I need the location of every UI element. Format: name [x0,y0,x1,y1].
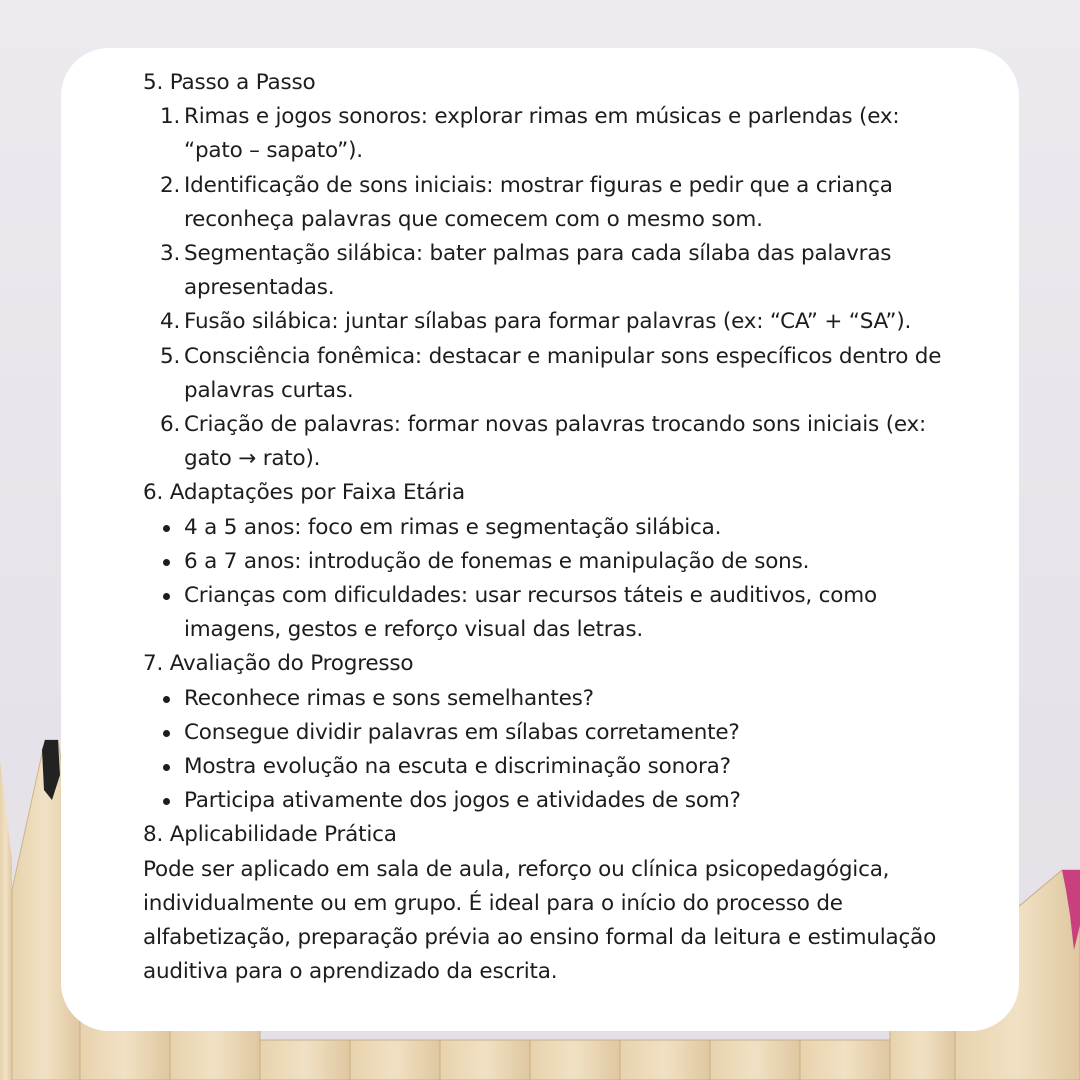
list-item [143,716,963,750]
list-item [143,305,963,339]
item-number: 4. [160,309,181,335]
list-item [143,237,963,305]
section-title: 6. Adaptações por Faixa Etária [143,480,465,506]
item-number: 5. [160,343,181,369]
item-text: 6 a 7 anos: introdução de fonemas e manipulação de sons. [184,548,810,574]
evaluation-list [143,682,963,819]
list-item [143,750,963,784]
bullet-icon [163,764,170,771]
item-text: Crianças com dificuldades: usar recursos táteis e auditivos, como imagens, gestos e reforço visual das letras. [184,583,877,643]
section-passo-a-passo [143,66,963,476]
item-text: Reconhece rimas e sons semelhantes? [184,685,594,711]
list-item [143,579,963,647]
list-item [143,511,963,545]
section-adaptacoes [143,476,963,647]
item-text: Segmentação silábica: bater palmas para cada sílaba das palavras apresentadas. [184,241,892,301]
list-item [143,169,963,237]
bullet-icon [163,696,170,703]
section-aplicabilidade [143,818,963,989]
item-number: 2. [160,172,181,198]
item-number: 6. [160,412,181,438]
section-title: 5. Passo a Passo [143,70,316,95]
bullet-icon [163,798,170,805]
list-item [143,784,963,818]
bullet-icon [163,730,170,737]
steps-list [143,100,963,476]
bullet-icon [163,593,170,600]
list-item [143,340,963,408]
item-text: Mostra evolução na escuta e discriminação sonora? [184,754,731,780]
item-text: Criação de palavras: formar novas palavras trocando sons iniciais (ex: gato → rato). [184,412,927,472]
item-text: Identificação de sons iniciais: mostrar figuras e pedir que a criança reconheça palavras que comecem com o mesmo som. [184,172,893,232]
item-text: Participa ativamente dos jogos e atividades de som? [184,788,741,814]
item-number: 3. [160,241,181,267]
list-item [143,408,963,476]
section-avaliacao [143,647,963,818]
list-item [143,545,963,579]
item-number: 1. [160,104,181,130]
list-item [143,100,963,168]
section-title: 8. Aplicabilidade Prática [143,822,397,848]
document-content [143,66,963,989]
adaptations-list [143,511,963,648]
item-text: Consciência fonêmica: destacar e manipular sons específicos dentro de palavras curtas. [184,343,942,403]
item-text: Rimas e jogos sonoros: explorar rimas em músicas e parlendas (ex: “pato – sapato”). [184,104,900,164]
section-title: 7. Avaliação do Progresso [143,651,414,677]
section-paragraph: Pode ser aplicado em sala de aula, reforço ou clínica psicopedagógica, individualmente ou em grupo. É ideal para o início do processo de alfabetização, preparação prévia ao ensino formal da leitura e estimulação auditiva para o aprendizado da escrita. [143,856,937,985]
bullet-icon [163,559,170,566]
list-item [143,682,963,716]
item-text: Fusão silábica: juntar sílabas para formar palavras (ex: “CA” + “SA”). [184,309,912,335]
bullet-icon [163,525,170,532]
item-text: Consegue dividir palavras em sílabas corretamente? [184,719,740,745]
item-text: 4 a 5 anos: foco em rimas e segmentação silábica. [184,514,722,540]
